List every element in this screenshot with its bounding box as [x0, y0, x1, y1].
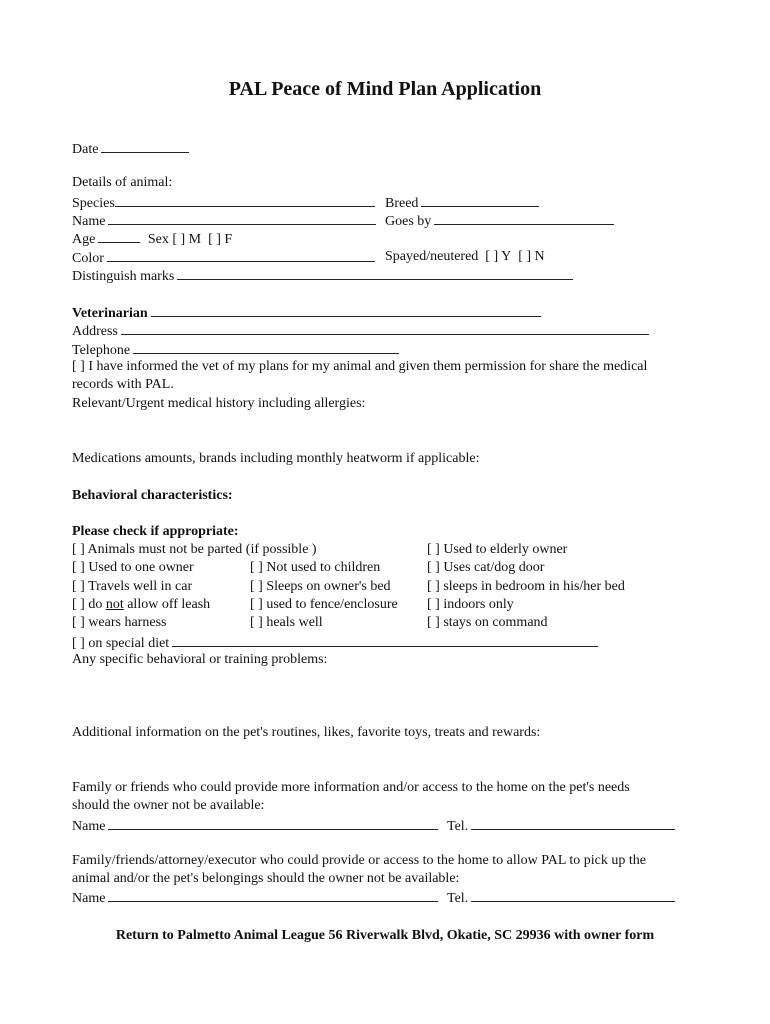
- check-travels-well[interactable]: [ ] Travels well in car: [72, 579, 193, 594]
- family2-name-row: [72, 888, 438, 908]
- species-label: Species: [72, 196, 115, 211]
- animal-name-label: Name: [72, 214, 106, 229]
- family1-name-row: [72, 816, 438, 836]
- vet-consent-line-1[interactable]: [ ] I have informed the vet of my plans for my animal and given them permission for share the medical: [72, 359, 648, 374]
- age-sex-row: [72, 229, 232, 249]
- special-diet-row: [72, 633, 598, 653]
- address-row: [72, 321, 649, 341]
- check-not-used-children[interactable]: [ ] Not used to children: [250, 560, 381, 575]
- return-address-footer: Return to Palmetto Animal League 56 Riverwalk Blvd, Okatie, SC 29936 with owner form: [115, 928, 655, 943]
- family1-name-field[interactable]: [108, 816, 438, 830]
- family1-line-2: should the owner not be available:: [72, 798, 265, 813]
- family2-line-2: animal and/or the pet's belongings should the owner not be available:: [72, 871, 460, 886]
- check-wears-harness[interactable]: [ ] wears harness: [72, 615, 167, 630]
- medical-history-label: Relevant/Urgent medical history including allergies:: [72, 396, 366, 411]
- distinguish-label: Distinguish marks: [72, 269, 175, 284]
- check-no-off-leash-pre: [ ] do: [72, 597, 103, 612]
- family1-tel-label: Tel.: [447, 819, 469, 834]
- page-title: PAL Peace of Mind Plan Application: [228, 78, 542, 100]
- breed-field[interactable]: [421, 193, 539, 207]
- check-elderly-owner[interactable]: [ ] Used to elderly owner: [427, 542, 568, 557]
- check-special-diet[interactable]: [ ] on special diet: [72, 636, 170, 651]
- medications-label: Medications amounts, brands including monthly heatworm if applicable:: [72, 451, 480, 466]
- color-row: [72, 248, 375, 268]
- spayed-row: [385, 248, 545, 266]
- check-cat-dog-door[interactable]: [ ] Uses cat/dog door: [427, 560, 545, 575]
- sex-f-checkbox[interactable]: [ ] F: [208, 232, 233, 247]
- name-row: [72, 211, 376, 231]
- address-label: Address: [72, 324, 118, 339]
- date-field[interactable]: [101, 139, 189, 153]
- family2-tel-label: Tel.: [447, 891, 469, 906]
- check-fence-enclosure[interactable]: [ ] used to fence/enclosure: [250, 597, 398, 612]
- age-label: Age: [72, 232, 96, 247]
- family2-name-field[interactable]: [108, 888, 438, 902]
- family1-line-1: Family or friends who could provide more information and/or access to the home on the pet's needs: [72, 780, 630, 795]
- color-label: Color: [72, 251, 104, 266]
- sex-m-checkbox[interactable]: [ ] M: [172, 232, 202, 247]
- species-field[interactable]: [115, 193, 375, 207]
- check-one-owner[interactable]: [ ] Used to one owner: [72, 560, 194, 575]
- goes-by-field[interactable]: [434, 211, 614, 225]
- distinguish-row: [72, 266, 573, 286]
- check-no-off-leash-not: not: [105, 597, 124, 612]
- species-row: [72, 193, 375, 213]
- vet-field[interactable]: [151, 303, 541, 317]
- details-heading: Details of animal:: [72, 175, 173, 190]
- telephone-label: Telephone: [72, 343, 131, 358]
- family2-tel-row: [447, 888, 675, 908]
- check-heals-well[interactable]: [ ] heals well: [250, 615, 323, 630]
- check-animals-not-parted[interactable]: [ ] Animals must not be parted (if possible ): [72, 542, 317, 557]
- check-no-off-leash-post: allow off leash: [127, 597, 211, 612]
- check-no-off-leash[interactable]: [72, 596, 210, 614]
- telephone-row: [72, 340, 399, 360]
- date-row: [72, 139, 189, 159]
- breed-label: Breed: [385, 196, 419, 211]
- family2-name-label: Name: [72, 891, 106, 906]
- spayed-no-checkbox[interactable]: [ ] N: [518, 249, 545, 264]
- telephone-field[interactable]: [133, 340, 399, 354]
- spayed-yes-checkbox[interactable]: [ ] Y: [485, 249, 512, 264]
- family2-tel-field[interactable]: [471, 888, 675, 902]
- age-field[interactable]: [98, 229, 140, 243]
- additional-info-label: Additional information on the pet's routines, likes, favorite toys, treats and rewards:: [72, 725, 541, 740]
- goes-by-label: Goes by: [385, 214, 432, 229]
- check-sleeps-owners-bed[interactable]: [ ] Sleeps on owner's bed: [250, 579, 391, 594]
- vet-row: [72, 303, 541, 323]
- spayed-label: Spayed/neutered: [385, 249, 479, 264]
- distinguish-field[interactable]: [177, 266, 573, 280]
- family2-line-1: Family/friends/attorney/executor who could provide or access to the home to allow PAL to pick up the: [72, 853, 646, 868]
- goes-by-row: [385, 211, 614, 231]
- sex-label: Sex: [147, 232, 169, 247]
- color-field[interactable]: [107, 248, 375, 262]
- date-label: Date: [72, 142, 99, 157]
- check-indoors-only[interactable]: [ ] indoors only: [427, 597, 514, 612]
- special-diet-field[interactable]: [172, 633, 598, 647]
- family1-tel-field[interactable]: [471, 816, 675, 830]
- check-heading: Please check if appropriate:: [72, 524, 239, 539]
- vet-label: Veterinarian: [72, 306, 148, 321]
- address-field[interactable]: [121, 321, 649, 335]
- vet-consent-line-2: records with PAL.: [72, 377, 174, 392]
- check-sleeps-bedroom[interactable]: [ ] sleeps in bedroom in his/her bed: [427, 579, 625, 594]
- behavioral-heading: Behavioral characteristics:: [72, 488, 233, 503]
- behavior-problems-label: Any specific behavioral or training problems:: [72, 652, 328, 667]
- breed-row: [385, 193, 539, 213]
- animal-name-field[interactable]: [108, 211, 376, 225]
- family1-tel-row: [447, 816, 675, 836]
- check-stays-command[interactable]: [ ] stays on command: [427, 615, 548, 630]
- family1-name-label: Name: [72, 819, 106, 834]
